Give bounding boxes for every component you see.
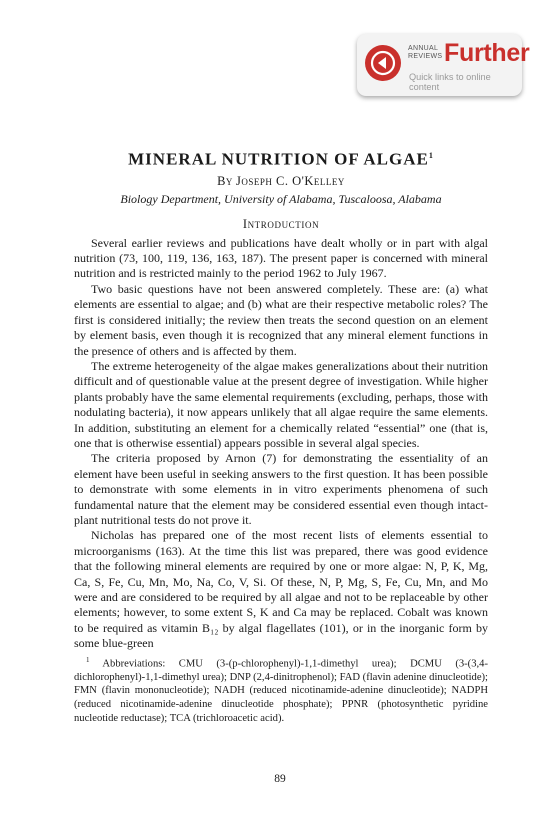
body-paragraph: The extreme heterogeneity of the algae makes generalizations about their nutrition difficult and of questionable value at the present degree of investigation. While higher plants probably have the same elemental requirements (excluding, perhaps, those with nodulating bacteria), it now appears unlikely that all algae require the same elements. In addition, substituting an element for a chemically related “essential” one (that is, one that is otherwise essential) appears possible in several algal species. <box>74 358 488 450</box>
author-by: By <box>217 173 233 188</box>
footnote-mark: 1 <box>86 655 90 664</box>
body-paragraph: Two basic questions have not been answered completely. These are: (a) what elements are essential to algae; and (b) what are their respective metabolic roles? The first is considered initially; the review then treats the second question on an element by element basis, even though it is recognized that any mineral element functions in the presence of others and is affected by them. <box>74 281 488 358</box>
author-line <box>74 174 488 189</box>
body-paragraph: Nicholas has prepared one of the most recent lists of elements essential to microorganisms (163). At the time this list was prepared, there was good evidence that the following mineral elements are required by one or more algae: N, P, K, Mg, Ca, S, Fe, Cu, Mn, Mo, Na, Co, V, Si. Of these, N, P, Mg, S, Fe, Cu, Mn, and Mo were and are considered to be required by all algae and not to be replaceable by other elements; however, to some extent S, K and Ca may be replaced. Cobalt was known to be required as vitamin B₁₂ by algal flagellates (101), or in the inorganic form by some blue-green <box>74 528 488 651</box>
annual-reviews-further-badge[interactable] <box>357 34 530 96</box>
page-number: 89 <box>274 773 286 785</box>
article-title-text: MINERAL NUTRITION OF ALGAE <box>128 149 429 169</box>
quick-links-label[interactable]: Quick links to online content <box>409 72 491 92</box>
reviews-text: REVIEWS <box>408 53 443 60</box>
body-paragraph: Several earlier reviews and publications have dealt wholly or in part with algal nutrition (73, 100, 119, 136, 163, 187). The present paper is concerned with mineral nutrition and is restricted mainly to the period 1962 to July 1967. <box>74 235 488 281</box>
title-footnote-mark: 1 <box>428 151 434 160</box>
author-name: Joseph C. O'Kelley <box>236 173 345 188</box>
further-logo-icon <box>365 45 401 81</box>
article-title <box>74 146 488 170</box>
section-heading-introduction: Introduction <box>242 216 320 231</box>
further-label: Further <box>444 39 530 67</box>
article <box>74 146 488 725</box>
annual-reviews-label <box>408 45 448 61</box>
annual-text: ANNUAL <box>408 45 439 52</box>
body-paragraph: The criteria proposed by Arnon (7) for demonstrating the essentiality of an element have been useful in seeking answers to the first question. It has been possible to demonstrate with some elements in in vitro experiments phenomena of such fundamental nature that the element may be considered essential even though intact-plant nutritional tests do not prove it. <box>74 451 488 527</box>
footnote-text: Abbreviations: CMU (3-(p-chlorophenyl)-1,1-dimethyl urea); DCMU (3-(3,4-dichlorophenyl)-1,1-dimethyl urea); DNP (2,4-dinitrophenol); FAD (flavin adenine dinucleotide); FMN (flavin mononucleotide); NADH (reduced nicotinamide-adenine dinucleotide); NADPH (reduced nicotinamide-adenine dinucleotide phosphate); PPNR (photosynthetic pyridine nucleotide reductase); TCA (trichloroacetic acid). <box>74 658 488 724</box>
footnote <box>74 654 488 726</box>
author-affiliation: Biology Department, University of Alabama, Tuscaloosa, Alabama <box>120 191 442 206</box>
